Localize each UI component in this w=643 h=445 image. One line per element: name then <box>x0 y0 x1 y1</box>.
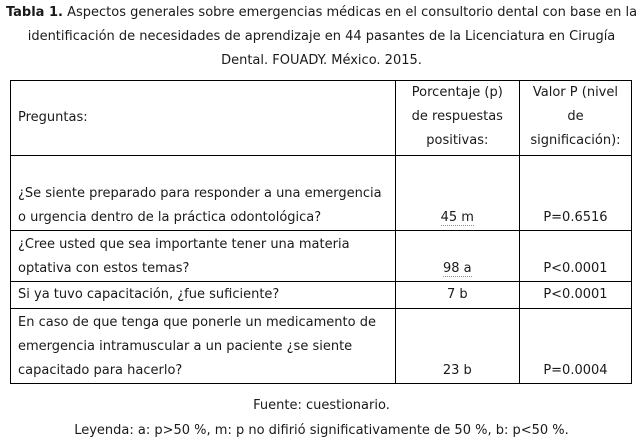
table-title: Aspectos generales sobre emergencias médicas en el consultorio dental con base en la identificación de necesidades de aprendizaje en 44 pasantes de la Licenciatura en Cirugía Dental. FOUADY. México. 2015. <box>27 5 638 68</box>
header-question: Preguntas: <box>11 81 396 156</box>
header-percent: Porcentaje (p) de respuestas positivas: <box>395 81 519 156</box>
row-percent <box>395 231 519 282</box>
table-row <box>11 231 632 282</box>
table-source: Fuente: cuestionario. <box>253 398 390 413</box>
table-row <box>11 309 632 384</box>
header-pvalue: Valor P (nivel de significación): <box>519 81 631 156</box>
row-percent: 23 b <box>395 309 519 384</box>
table-row <box>11 282 632 309</box>
row-pvalue: P=0.0004 <box>519 309 631 384</box>
row-question: ¿Cree usted que sea importante tener una materia optativa con estos temas? <box>11 231 396 282</box>
row-percent: 7 b <box>395 282 519 309</box>
row-question: En caso de que tenga que ponerle un medicamento de emergencia intramuscular a un paciente ¿se siente capacitado para hacerlo? <box>11 309 396 384</box>
row-pvalue: P=0.6516 <box>519 156 631 231</box>
row-question: ¿Se siente preparado para responder a una emergencia o urgencia dentro de la práctica odontológica? <box>11 156 396 231</box>
table-caption <box>4 1 639 73</box>
row-pvalue: P<0.0001 <box>519 231 631 282</box>
table-label: Tabla 1. <box>5 5 63 20</box>
percent-value: 45 m <box>440 210 474 225</box>
header-row <box>11 81 632 156</box>
table-row <box>11 156 632 231</box>
row-percent <box>395 156 519 231</box>
data-table <box>10 80 632 384</box>
table-legend: Leyenda: a: p>50 %, m: p no difirió significativamente de 50 %, b: p<50 %. <box>74 423 569 438</box>
percent-value: 98 a <box>442 261 472 276</box>
row-question: Si ya tuvo capacitación, ¿fue suficiente? <box>11 282 396 309</box>
row-pvalue: P<0.0001 <box>519 282 631 309</box>
